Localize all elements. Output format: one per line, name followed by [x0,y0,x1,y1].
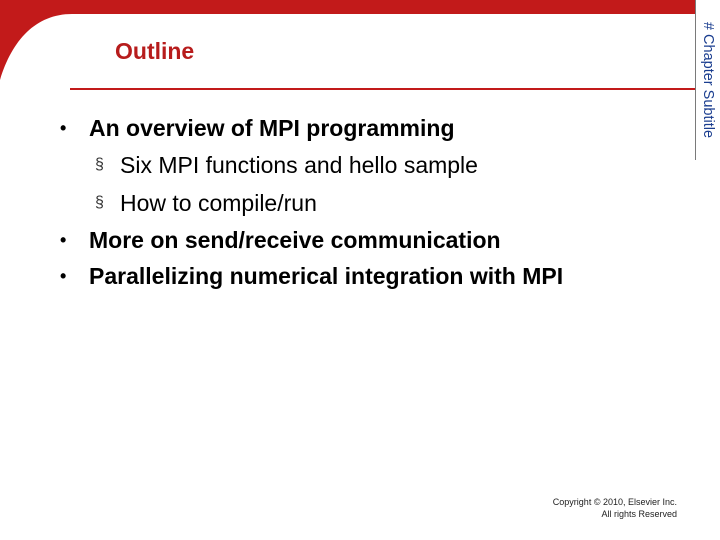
outline-item-mpi-overview [60,110,690,146]
bullet-icon: • [60,266,67,286]
outline-subitem-text: Six MPI functions and hello sample [120,152,478,178]
chapter-subtitle-text: # Chapter Subtitle [700,21,716,139]
rights-line: All rights Reserved [601,509,677,519]
outline-subitem-text: How to compile/run [120,190,317,216]
section-bullet-icon: § [95,156,104,173]
bullet-icon: • [60,118,67,138]
outline-item-text: An overview of MPI programming [89,115,455,141]
title-underline [70,88,696,90]
section-bullet-icon: § [95,194,104,211]
outline-list [60,110,690,294]
header-band [0,0,696,90]
bullet-icon: • [60,230,67,250]
slide-title: Outline [115,38,195,64]
outline-item-send-receive [60,222,690,258]
header-band-shape [0,0,696,80]
copyright-notice [553,496,677,520]
outline-item-text: More on send/receive communication [89,227,501,253]
outline-subitem-six-functions [60,146,690,184]
copyright-line: Copyright © 2010, Elsevier Inc. [552,497,677,507]
outline-item-numerical-integration [60,258,690,294]
outline-item-text: Parallelizing numerical integration with MPI [89,263,564,289]
outline-subitem-compile-run [60,184,690,222]
